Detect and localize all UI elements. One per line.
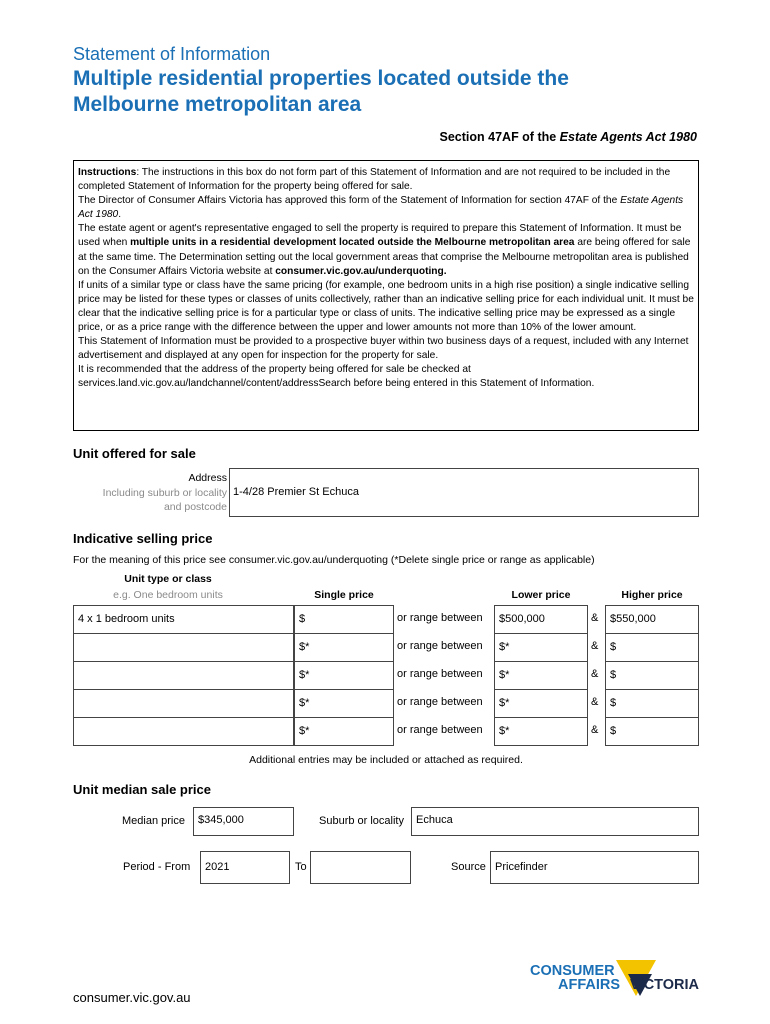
range-label: or range between bbox=[397, 696, 483, 708]
single-price-header: Single price bbox=[314, 589, 374, 601]
higher-price-field[interactable]: $ bbox=[605, 633, 699, 662]
footer-url[interactable]: consumer.vic.gov.au bbox=[73, 990, 191, 1005]
median-price-field[interactable]: $345,000 bbox=[193, 807, 294, 836]
ampersand: & bbox=[591, 724, 599, 736]
unit-type-header: Unit type or class bbox=[124, 573, 212, 585]
consumer-affairs-victoria-logo bbox=[528, 958, 708, 1004]
title-line-2: Melbourne metropolitan area bbox=[73, 93, 362, 116]
form-kicker: Statement of Information bbox=[73, 44, 271, 64]
unit-type-field[interactable] bbox=[73, 661, 294, 690]
address-field[interactable]: 1-4/28 Premier St Echuca bbox=[229, 468, 699, 517]
underquoting-link[interactable]: consumer.vic.gov.au/underquoting. bbox=[275, 265, 447, 277]
unit-type-field[interactable] bbox=[73, 689, 294, 718]
instructions-label: Instructions bbox=[78, 167, 137, 178]
unit-type-field[interactable] bbox=[73, 717, 294, 746]
suburb-label: Suburb or locality bbox=[319, 815, 404, 827]
table-row bbox=[73, 605, 699, 634]
range-label: or range between bbox=[397, 724, 483, 736]
table-row bbox=[73, 633, 699, 662]
indicative-price-heading: Indicative selling price bbox=[73, 531, 213, 546]
logo-graphic bbox=[528, 958, 708, 1004]
ampersand: & bbox=[591, 668, 599, 680]
single-price-field[interactable]: $* bbox=[294, 717, 394, 746]
ampersand: & bbox=[591, 612, 599, 624]
source-field[interactable]: Pricefinder bbox=[490, 851, 699, 884]
period-to-label: To bbox=[295, 861, 307, 873]
period-to-field[interactable] bbox=[310, 851, 411, 884]
instructions-p3: The estate agent or agent's representative engaged to sell the property is required to prepare this Statement of Information. It must be used when multiple units in a residential development located outside the Melbourne metropolitan area are being offered for sale at the same time. The Determination setting out the local government areas that comprise the Melbourne metropolitan area is published on the Consumer Affairs Victoria website at consumer.vic.gov.au/underquoting. bbox=[78, 223, 691, 277]
suburb-field[interactable]: Echuca bbox=[411, 807, 699, 836]
indicative-note: For the meaning of this price see consumer.vic.gov.au/underquoting (*Delete single price or range as applicable) bbox=[73, 554, 595, 566]
range-label: or range between bbox=[397, 612, 483, 624]
single-price-field[interactable]: $* bbox=[294, 689, 394, 718]
period-from-field[interactable]: 2021 bbox=[200, 851, 290, 884]
additional-entries-note: Additional entries may be included or attached as required. bbox=[249, 754, 523, 766]
table-row bbox=[73, 661, 699, 690]
lower-price-field[interactable]: $500,000 bbox=[494, 605, 588, 634]
logo-line-1: CONSUMER bbox=[530, 963, 615, 979]
range-label: or range between bbox=[397, 640, 483, 652]
lower-price-field[interactable]: $* bbox=[494, 717, 588, 746]
title-line-1: Multiple residential properties located outside the bbox=[73, 67, 569, 90]
ampersand: & bbox=[591, 696, 599, 708]
section-act: Estate Agents Act 1980 bbox=[559, 130, 697, 144]
instructions-p6: It is recommended that the address of the property being offered for sale be checked at services.land.vic.gov.au/landchannel/content/addressSearch before being entered in this Statement of Information. bbox=[78, 364, 595, 390]
lower-price-header: Lower price bbox=[511, 589, 571, 601]
single-price-field[interactable]: $ bbox=[294, 605, 394, 634]
ampersand: & bbox=[591, 640, 599, 652]
page-title bbox=[73, 66, 713, 118]
unit-type-field[interactable]: 4 x 1 bedroom units bbox=[73, 605, 294, 634]
period-from-label: Period - From bbox=[123, 861, 191, 873]
higher-price-field[interactable]: $ bbox=[605, 717, 699, 746]
unit-type-field[interactable] bbox=[73, 633, 294, 662]
higher-price-field[interactable]: $ bbox=[605, 689, 699, 718]
lower-price-field[interactable]: $* bbox=[494, 633, 588, 662]
higher-price-field[interactable]: $ bbox=[605, 661, 699, 690]
table-row bbox=[73, 717, 699, 746]
source-label: Source bbox=[451, 861, 486, 873]
unit-type-example: e.g. One bedroom units bbox=[113, 589, 223, 601]
instructions-p2: The Director of Consumer Affairs Victoria has approved this form of the Statement of Information for section 47AF of the Estate Agents Act 1980. bbox=[78, 195, 684, 221]
logo-line-3: VICTORIA bbox=[630, 977, 700, 993]
unit-offered-heading: Unit offered for sale bbox=[73, 446, 196, 461]
logo-line-2: AFFAIRS bbox=[558, 977, 621, 993]
range-label: or range between bbox=[397, 668, 483, 680]
single-price-field[interactable]: $* bbox=[294, 661, 394, 690]
instructions-p4: If units of a similar type or class have the same pricing (for example, one bedroom units in a high rise position) a single indicative selling price may be listed for these types or classes of units collectively, rather than an indicative selling price for each individual unit. It must be clear that the indicative selling price is for a particular type or class of units. The indicative selling price may be expressed as a single price, or as a price range with the difference between the upper and lower amounts not more than 10% of the lower amount. bbox=[78, 279, 694, 334]
median-price-heading: Unit median sale price bbox=[73, 782, 211, 797]
instructions-box bbox=[73, 160, 699, 431]
section-reference bbox=[440, 130, 697, 144]
instructions-p1: Instructions: The instructions in this box do not form part of this Statement of Information and are not required to be included in the completed Statement of Information for the property being offered for sale. bbox=[78, 167, 671, 193]
median-price-label: Median price bbox=[122, 815, 185, 827]
instructions-p5: This Statement of Information must be provided to a prospective buyer within two business days of a request, included with any Internet advertisement and displayed at any open for inspection for the property for sale. bbox=[78, 336, 689, 362]
lower-price-field[interactable]: $* bbox=[494, 661, 588, 690]
higher-price-field[interactable]: $550,000 bbox=[605, 605, 699, 634]
lower-price-field[interactable]: $* bbox=[494, 689, 588, 718]
higher-price-header: Higher price bbox=[621, 589, 683, 601]
table-row bbox=[73, 689, 699, 718]
address-label: Address Including suburb or locality and postcode bbox=[102, 472, 227, 513]
single-price-field[interactable]: $* bbox=[294, 633, 394, 662]
section-prefix: Section 47AF of the bbox=[439, 130, 560, 144]
